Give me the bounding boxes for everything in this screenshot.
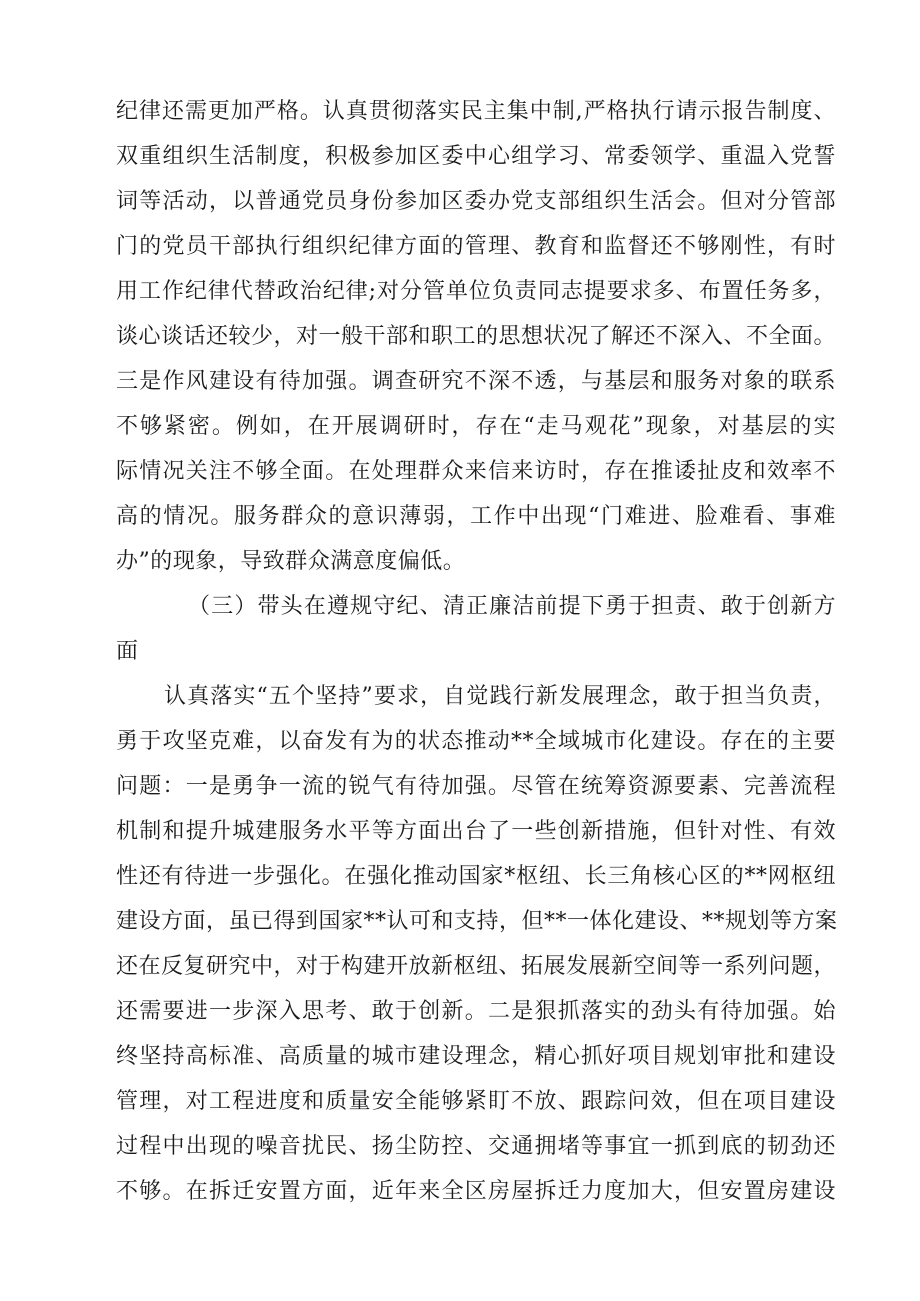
body-text-line: 建设方面，虽已得到国家**认可和支持，但**一体化建设、**规划等方案 [116,909,838,934]
body-text-line: 认真落实“五个坚持”要求，自觉践行新发展理念，敢于担当负责， [164,684,836,709]
body-text-line: 终坚持高标准、高质量的城市建设理念，精心抓好项目规划审批和建设 [116,1044,836,1069]
body-text-line: 还在反复研究中，对于构建开放新枢纽、拓展发展新空间等一系列问题， [116,954,837,979]
body-text-line: 不够紧密。例如，在开展调研时，存在“走马观花”现象，对基层的实 [116,414,836,439]
body-text-line: 用工作纪律代替政治纪律;对分管单位负责同志提要求多、布置任务多， [116,279,836,304]
body-text-line: 机制和提升城建服务水平等方面出台了一些创新措施，但针对性、有效 [116,819,836,844]
body-text-line: 办”的现象，导致群众满意度偏低。 [116,549,466,574]
body-text-line: 际情况关注不够全面。在处理群众来信来访时，存在推诿扯皮和效率不 [116,459,836,484]
body-text-line: 门的党员干部执行组织纪律方面的管理、教育和监督还不够刚性，有时 [116,234,836,259]
body-text-line: 不够。在拆迁安置方面，近年来全区房屋拆迁力度加大，但安置房建设 [116,1179,836,1204]
body-text-line: 过程中出现的噪音扰民、扬尘防控、交通拥堵等事宜一抓到底的韧劲还 [116,1134,836,1159]
body-text-line: 性还有待进一步强化。在强化推动国家*枢纽、长三角核心区的**网枢纽 [116,864,836,889]
body-text-line: 谈心谈话还较少，对一般干部和职工的思想状况了解还不深入、不全面。 [116,324,837,349]
body-text-line: 问题：一是勇争一流的锐气有待加强。尽管在统筹资源要素、完善流程 [116,774,836,799]
body-text-line: 三是作风建设有待加强。调查研究不深不透，与基层和服务对象的联系 [116,369,836,394]
section-heading-line: 面 [116,639,139,664]
body-text-line: 词等活动，以普通党员身份参加区委办党支部组织生活会。但对分管部 [116,189,836,214]
body-text-line: 双重组织生活制度，积极参加区委中心组学习、常委领学、重温入党誓 [116,144,836,169]
body-text-line: 管理，对工程进度和质量安全能够紧盯不放、跟踪问效，但在项目建设 [116,1089,836,1114]
body-text-line: 还需要进一步深入思考、敢于创新。二是狠抓落实的劲头有待加强。始 [116,999,836,1024]
body-text-line: 纪律还需更加严格。认真贯彻落实民主集中制,严格执行请示报告制度、 [116,99,836,124]
body-text-line: 勇于攻坚克难，以奋发有为的状态推动**全域城市化建设。存在的主要 [116,729,836,754]
section-heading-line: （三）带头在遵规守纪、清正廉洁前提下勇于担责、敢于创新方 [188,594,836,619]
body-text-line: 高的情况。服务群众的意识薄弱，工作中出现“门难进、脸难看、事难 [116,504,836,529]
